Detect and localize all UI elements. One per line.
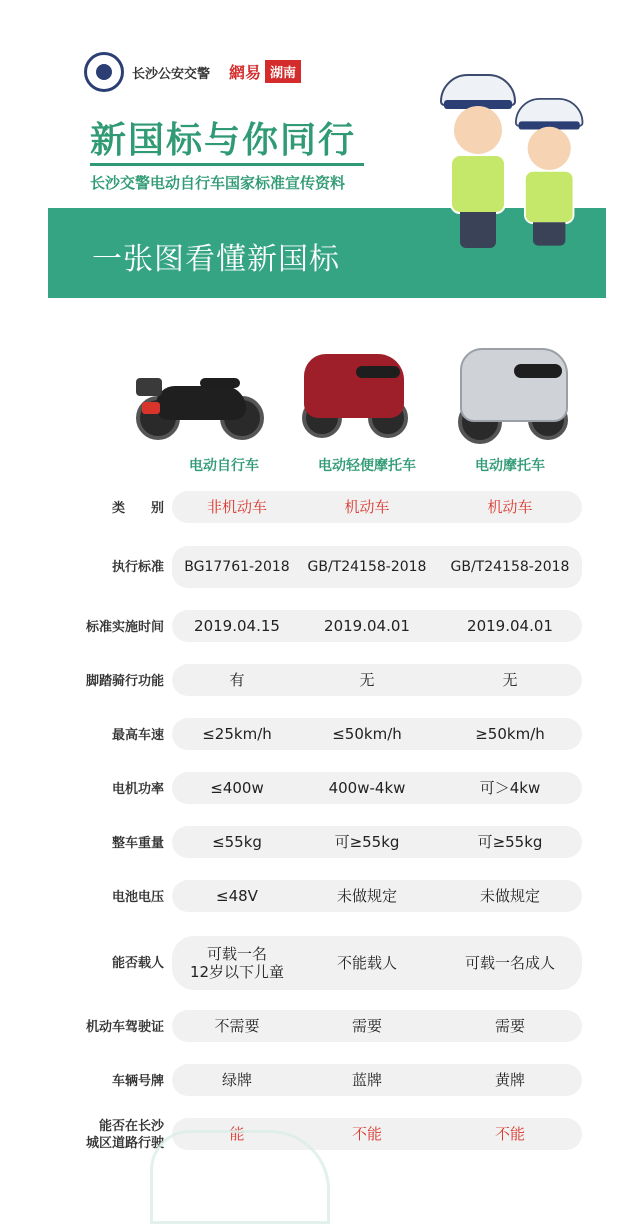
police-badge-icon — [84, 52, 124, 92]
cell-speed-e-moped: ≤50km/h — [332, 725, 402, 743]
vehicle-label-e-moped: 电动轻便摩托车 — [318, 458, 416, 474]
cell-power-e-motorcycle: 可＞4kw — [479, 779, 541, 797]
cell-category-e-moped: 机动车 — [344, 498, 390, 516]
cell-pedal-e-motorcycle: 无 — [502, 671, 518, 689]
cell-date-e-moped: 2019.04.01 — [324, 617, 410, 635]
sub-title: 长沙交警电动自行车国家标准宣传资料 — [90, 174, 346, 192]
cell-pedal-e-bicycle: 有 — [229, 671, 245, 689]
female-officer-illustration — [515, 98, 587, 233]
cell-license-e-motorcycle: 需要 — [494, 1017, 525, 1035]
row-label-standard: 执行标准 — [111, 560, 164, 575]
cell-plate-e-bicycle: 绿牌 — [221, 1071, 252, 1089]
cell-standard-e-motorcycle: GB/T24158-2018 — [450, 559, 570, 575]
cell-voltage-e-motorcycle: 未做规定 — [479, 887, 540, 905]
e-moped-image — [296, 330, 416, 442]
cell-standard-e-bicycle: BG17761-2018 — [184, 559, 290, 575]
background-scooter-watermark — [150, 1130, 330, 1224]
e-bicycle-image — [134, 348, 264, 440]
cell-power-e-bicycle: ≤400w — [210, 779, 264, 797]
row-label-effective-date: 标准实施时间 — [85, 620, 164, 635]
male-officer-illustration — [440, 74, 520, 250]
netease-name: 網易 — [229, 63, 262, 82]
vehicle-label-e-bicycle: 电动自行车 — [189, 458, 259, 474]
cell-weight-e-moped: 可≥55kg — [334, 833, 400, 851]
cell-speed-e-motorcycle: ≥50km/h — [475, 725, 545, 743]
cell-road-e-moped: 不能 — [351, 1125, 382, 1143]
cell-weight-e-bicycle: ≤55kg — [212, 833, 262, 851]
row-label-license: 机动车驾驶证 — [85, 1020, 164, 1035]
banner-text: 一张图看懂新国标 — [92, 242, 340, 277]
row-label-passenger: 能否载人 — [111, 956, 164, 971]
cell-voltage-e-moped: 未做规定 — [336, 887, 397, 905]
row-label-max-speed: 最高车速 — [111, 728, 164, 743]
cell-passenger-e-bicycle: 可载一名 12岁以下儿童 — [189, 945, 285, 981]
cell-weight-e-motorcycle: 可≥55kg — [477, 833, 543, 851]
cell-speed-e-bicycle: ≤25km/h — [202, 725, 272, 743]
row-label-motor-power: 电机功率 — [111, 782, 164, 797]
vehicle-label-e-motorcycle: 电动摩托车 — [475, 458, 545, 474]
police-logo-group — [84, 50, 210, 94]
cell-category-e-motorcycle: 机动车 — [487, 498, 533, 516]
cell-road-e-motorcycle: 不能 — [494, 1125, 525, 1143]
cell-road-e-bicycle: 能 — [229, 1125, 245, 1143]
cell-power-e-moped: 400w-4kw — [328, 779, 406, 797]
cell-plate-e-moped: 蓝牌 — [351, 1071, 382, 1089]
netease-logo — [229, 60, 301, 83]
cell-date-e-bicycle: 2019.04.15 — [194, 617, 280, 635]
title-divider — [90, 163, 364, 166]
row-label-battery-voltage: 电池电压 — [111, 890, 164, 905]
cell-license-e-moped: 需要 — [351, 1017, 382, 1035]
police-name: 长沙公安交警 — [132, 66, 211, 82]
row-label-weight: 整车重量 — [111, 836, 164, 851]
cell-voltage-e-bicycle: ≤48V — [216, 887, 258, 905]
e-motorcycle-image — [452, 312, 574, 446]
cell-category-e-bicycle: 非机动车 — [206, 498, 267, 516]
row-label-pedal: 脚踏骑行功能 — [85, 674, 164, 689]
cell-license-e-bicycle: 不需要 — [214, 1017, 260, 1035]
row-label-city-road: 能否在长沙 城区道路行驶 — [85, 1119, 164, 1151]
cell-plate-e-motorcycle: 黄牌 — [494, 1071, 525, 1089]
row-label-category: 类 别 — [111, 501, 164, 516]
cell-passenger-e-moped: 不能载人 — [336, 954, 397, 972]
row-label-plate: 车辆号牌 — [111, 1074, 164, 1089]
main-title: 新国标与你同行 — [90, 120, 357, 161]
cell-pedal-e-moped: 无 — [359, 671, 375, 689]
cell-date-e-motorcycle: 2019.04.01 — [467, 617, 553, 635]
cell-standard-e-moped: GB/T24158-2018 — [307, 559, 427, 575]
cell-passenger-e-motorcycle: 可载一名成人 — [464, 954, 555, 972]
netease-region: 湖南 — [265, 60, 301, 83]
